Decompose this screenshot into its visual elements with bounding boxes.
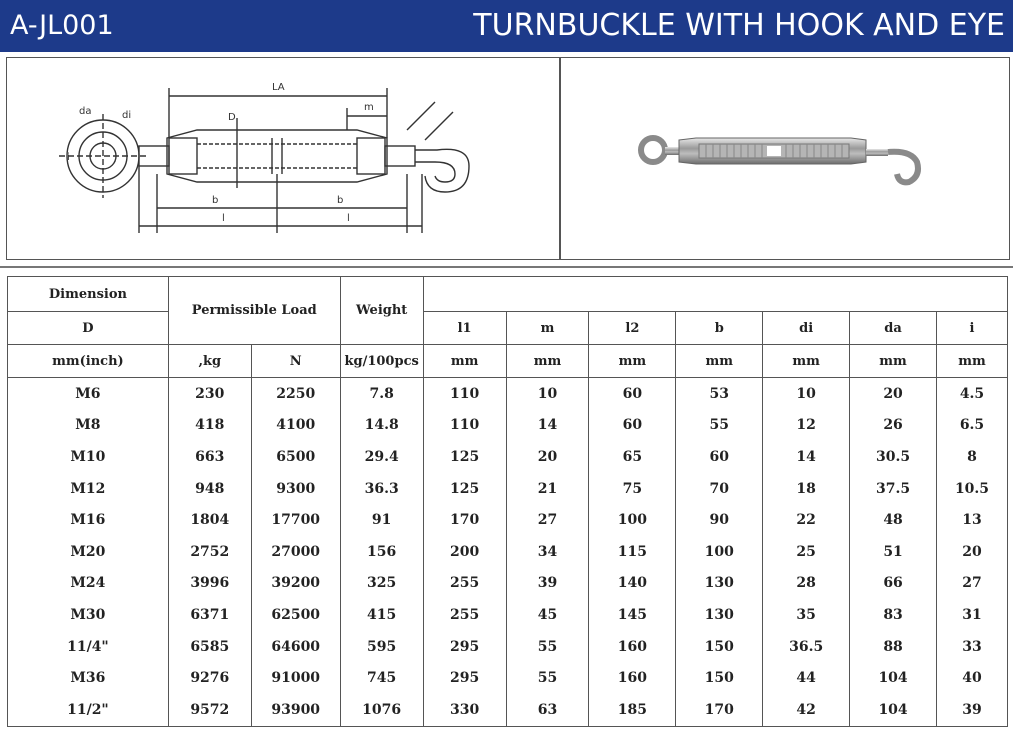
technical-drawing xyxy=(7,58,559,259)
cell-da: 66 xyxy=(850,568,937,600)
cell-da: 104 xyxy=(850,694,937,726)
product-title: TURNBUCKLE WITH HOOK AND EYE xyxy=(473,8,1005,43)
cell-d: M10 xyxy=(8,441,169,473)
cell-weight: 745 xyxy=(340,662,423,694)
cell-da: 20 xyxy=(850,378,937,410)
cell-b: 130 xyxy=(676,568,763,600)
cell-da: 48 xyxy=(850,504,937,536)
cell-weight: 29.4 xyxy=(340,441,423,473)
header-mm-inch: mm(inch) xyxy=(8,345,169,378)
label-l-right: l xyxy=(347,213,350,224)
cell-da: 26 xyxy=(850,410,937,442)
cell-load-n: 17700 xyxy=(251,504,340,536)
cell-l2: 60 xyxy=(589,410,676,442)
cell-load-kg: 2752 xyxy=(168,536,251,568)
header-n: N xyxy=(251,345,340,378)
cell-l2: 185 xyxy=(589,694,676,726)
cell-b: 170 xyxy=(676,694,763,726)
spec-table-body xyxy=(8,378,1008,727)
cell-l2: 160 xyxy=(589,662,676,694)
label-i: i xyxy=(67,152,70,163)
cell-l1: 170 xyxy=(423,504,506,536)
cell-i: 40 xyxy=(937,662,1008,694)
cell-l1: 125 xyxy=(423,473,506,505)
table-row xyxy=(8,378,1008,410)
cell-load-kg: 230 xyxy=(168,378,251,410)
table-row xyxy=(8,473,1008,505)
unit-da: mm xyxy=(850,345,937,378)
table-row xyxy=(8,694,1008,726)
product-photo-panel xyxy=(560,57,1010,260)
cell-di: 10 xyxy=(763,378,850,410)
cell-di: 22 xyxy=(763,504,850,536)
cell-weight: 7.8 xyxy=(340,378,423,410)
cell-di: 44 xyxy=(763,662,850,694)
header-blank xyxy=(423,277,1007,312)
cell-d: 11/2" xyxy=(8,694,169,726)
table-row xyxy=(8,410,1008,442)
spec-table xyxy=(7,276,1008,727)
label-da: da xyxy=(79,106,92,117)
cell-weight: 14.8 xyxy=(340,410,423,442)
cell-i: 6.5 xyxy=(937,410,1008,442)
table-row xyxy=(8,568,1008,600)
cell-i: 39 xyxy=(937,694,1008,726)
cell-load-n: 4100 xyxy=(251,410,340,442)
cell-d: M20 xyxy=(8,536,169,568)
unit-b: mm xyxy=(676,345,763,378)
cell-load-n: 93900 xyxy=(251,694,340,726)
cell-b: 150 xyxy=(676,631,763,663)
cell-d: 11/4" xyxy=(8,631,169,663)
cell-di: 36.5 xyxy=(763,631,850,663)
cell-m: 27 xyxy=(506,504,589,536)
cell-i: 8 xyxy=(937,441,1008,473)
table-row xyxy=(8,504,1008,536)
cell-i: 31 xyxy=(937,599,1008,631)
cell-di: 18 xyxy=(763,473,850,505)
cell-l2: 75 xyxy=(589,473,676,505)
cell-load-kg: 3996 xyxy=(168,568,251,600)
label-d: D xyxy=(228,112,236,123)
cell-weight: 595 xyxy=(340,631,423,663)
cell-load-kg: 6371 xyxy=(168,599,251,631)
table-row xyxy=(8,536,1008,568)
technical-drawing-panel xyxy=(6,57,560,260)
cell-da: 37.5 xyxy=(850,473,937,505)
turnbuckle-photo xyxy=(561,58,1009,259)
cell-b: 130 xyxy=(676,599,763,631)
cell-da: 83 xyxy=(850,599,937,631)
cell-b: 70 xyxy=(676,473,763,505)
cell-d: M16 xyxy=(8,504,169,536)
cell-di: 28 xyxy=(763,568,850,600)
cell-i: 4.5 xyxy=(937,378,1008,410)
header-col-m: m xyxy=(506,312,589,345)
cell-weight: 91 xyxy=(340,504,423,536)
header-col-i: i xyxy=(937,312,1008,345)
label-b-right: b xyxy=(337,195,344,206)
cell-l1: 125 xyxy=(423,441,506,473)
cell-m: 20 xyxy=(506,441,589,473)
cell-l2: 115 xyxy=(589,536,676,568)
cell-da: 104 xyxy=(850,662,937,694)
header-weight: Weight xyxy=(340,277,423,345)
cell-di: 14 xyxy=(763,441,850,473)
label-l-left: l xyxy=(222,213,225,224)
cell-l1: 295 xyxy=(423,631,506,663)
cell-m: 34 xyxy=(506,536,589,568)
cell-m: 55 xyxy=(506,662,589,694)
cell-i: 10.5 xyxy=(937,473,1008,505)
cell-load-n: 6500 xyxy=(251,441,340,473)
cell-l2: 60 xyxy=(589,378,676,410)
cell-l1: 200 xyxy=(423,536,506,568)
cell-d: M6 xyxy=(8,378,169,410)
cell-di: 42 xyxy=(763,694,850,726)
cell-d: M8 xyxy=(8,410,169,442)
cell-b: 53 xyxy=(676,378,763,410)
header-kg: ,kg xyxy=(168,345,251,378)
cell-weight: 1076 xyxy=(340,694,423,726)
cell-weight: 156 xyxy=(340,536,423,568)
cell-i: 13 xyxy=(937,504,1008,536)
header-bar xyxy=(0,0,1013,52)
label-b-left: b xyxy=(212,195,219,206)
header-permissible-load: Permissible Load xyxy=(168,277,340,345)
cell-da: 88 xyxy=(850,631,937,663)
cell-l1: 255 xyxy=(423,568,506,600)
cell-l2: 140 xyxy=(589,568,676,600)
cell-l1: 110 xyxy=(423,410,506,442)
cell-i: 33 xyxy=(937,631,1008,663)
unit-m: mm xyxy=(506,345,589,378)
cell-load-kg: 663 xyxy=(168,441,251,473)
cell-load-n: 39200 xyxy=(251,568,340,600)
unit-i: mm xyxy=(937,345,1008,378)
cell-i: 20 xyxy=(937,536,1008,568)
cell-i: 27 xyxy=(937,568,1008,600)
cell-l2: 145 xyxy=(589,599,676,631)
cell-weight: 325 xyxy=(340,568,423,600)
cell-d: M30 xyxy=(8,599,169,631)
cell-l2: 65 xyxy=(589,441,676,473)
cell-load-kg: 9276 xyxy=(168,662,251,694)
cell-m: 55 xyxy=(506,631,589,663)
cell-m: 45 xyxy=(506,599,589,631)
cell-di: 12 xyxy=(763,410,850,442)
cell-load-kg: 6585 xyxy=(168,631,251,663)
cell-load-kg: 418 xyxy=(168,410,251,442)
header-col-b: b xyxy=(676,312,763,345)
header-kg-100pcs: kg/100pcs xyxy=(340,345,423,378)
cell-m: 10 xyxy=(506,378,589,410)
label-di: di xyxy=(122,110,132,121)
unit-l2: mm xyxy=(589,345,676,378)
cell-m: 21 xyxy=(506,473,589,505)
cell-load-kg: 948 xyxy=(168,473,251,505)
cell-load-n: 91000 xyxy=(251,662,340,694)
cell-load-n: 27000 xyxy=(251,536,340,568)
cell-d: M36 xyxy=(8,662,169,694)
cell-da: 30.5 xyxy=(850,441,937,473)
cell-m: 39 xyxy=(506,568,589,600)
cell-b: 150 xyxy=(676,662,763,694)
cell-l1: 255 xyxy=(423,599,506,631)
cell-load-kg: 9572 xyxy=(168,694,251,726)
table-row xyxy=(8,599,1008,631)
cell-b: 100 xyxy=(676,536,763,568)
header-col-di: di xyxy=(763,312,850,345)
header-col-l2: l2 xyxy=(589,312,676,345)
cell-b: 55 xyxy=(676,410,763,442)
cell-b: 60 xyxy=(676,441,763,473)
cell-l1: 295 xyxy=(423,662,506,694)
table-row xyxy=(8,441,1008,473)
cell-load-n: 9300 xyxy=(251,473,340,505)
cell-d: M24 xyxy=(8,568,169,600)
product-code: A-JL001 xyxy=(10,10,114,41)
header-d: D xyxy=(8,312,169,345)
cell-weight: 415 xyxy=(340,599,423,631)
cell-load-n: 64600 xyxy=(251,631,340,663)
header-col-l1: l1 xyxy=(423,312,506,345)
cell-l2: 100 xyxy=(589,504,676,536)
cell-d: M12 xyxy=(8,473,169,505)
table-row xyxy=(8,662,1008,694)
cell-da: 51 xyxy=(850,536,937,568)
unit-l1: mm xyxy=(423,345,506,378)
table-row xyxy=(8,631,1008,663)
cell-m: 63 xyxy=(506,694,589,726)
cell-l2: 160 xyxy=(589,631,676,663)
cell-load-n: 2250 xyxy=(251,378,340,410)
cell-l1: 110 xyxy=(423,378,506,410)
unit-di: mm xyxy=(763,345,850,378)
cell-load-kg: 1804 xyxy=(168,504,251,536)
cell-di: 35 xyxy=(763,599,850,631)
label-la: LA xyxy=(272,82,285,93)
cell-load-n: 62500 xyxy=(251,599,340,631)
cell-di: 25 xyxy=(763,536,850,568)
cell-b: 90 xyxy=(676,504,763,536)
cell-l1: 330 xyxy=(423,694,506,726)
header-col-da: da xyxy=(850,312,937,345)
cell-weight: 36.3 xyxy=(340,473,423,505)
cell-m: 14 xyxy=(506,410,589,442)
header-dimension: Dimension xyxy=(8,277,169,312)
label-m: m xyxy=(364,102,374,113)
